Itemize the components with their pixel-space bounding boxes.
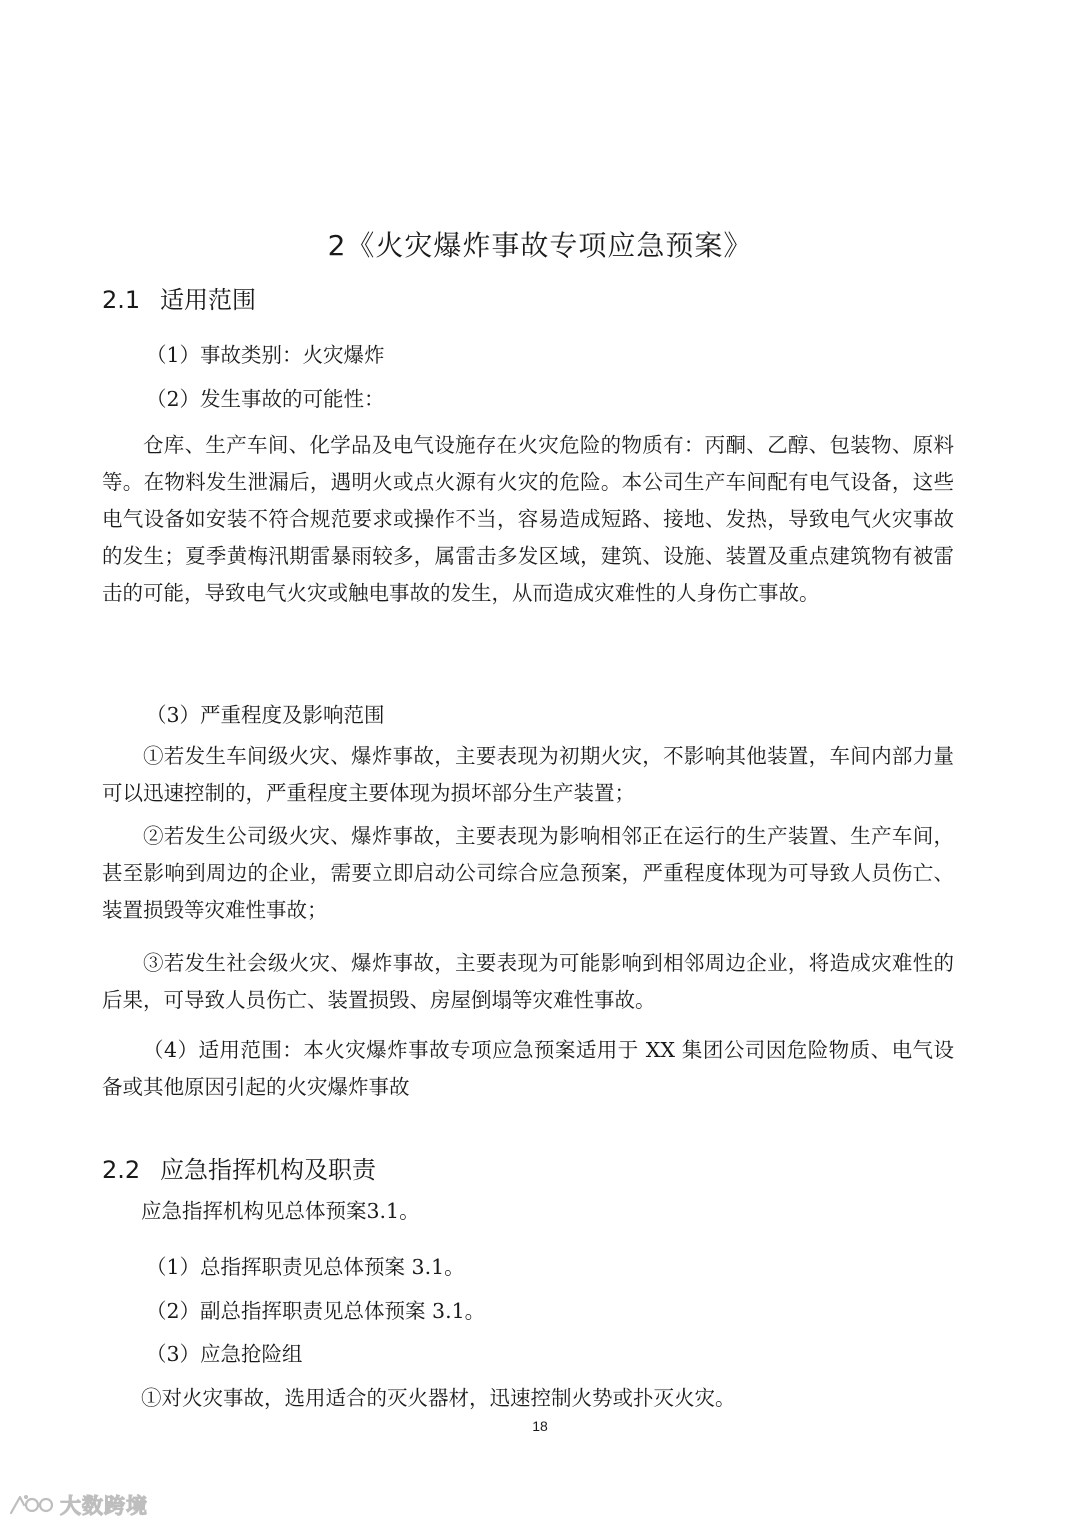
paragraph: ③若发生社会级火灾、爆炸事故，主要表现为可能影响到相邻周边企业，将造成灾难性的后果，可导致人员伤亡、装置损毁、房屋倒塌等灾难性事故。	[102, 951, 954, 1012]
section-title: 适用范围	[160, 286, 256, 314]
paragraph: 仓库、生产车间、化学品及电气设施存在火灾危险的物质有：丙酮、乙醇、包装物、原料等。在物料发生泄漏后，遇明火或点火源有火灾的危险。本公司生产车间配有电气设备，这些电气设备如安装不符合规范要求或操作不当，容易造成短路、接地、发热，导致电气火灾事故的发生；夏季黄梅汛期雷暴雨较多，属雷击多发区域，建筑、设施、装置及重点建筑物有被雷击的可能，导致电气火灾或触电事故的发生，从而造成灾难性的人身伤亡事故。	[102, 433, 954, 605]
paragraph: （1）事故类别：火灾爆炸	[146, 343, 385, 367]
paragraph: ①对火灾事故，选用适合的灭火器材，迅速控制火势或扑灭火灾。	[141, 1386, 736, 1410]
section-heading-2-1	[102, 280, 256, 315]
section-heading-2-2	[102, 1150, 376, 1185]
paragraph: （2）副总指挥职责见总体预案 3.1。	[146, 1299, 486, 1323]
watermark-text: 大数跨境	[60, 1494, 148, 1518]
logo-icon	[8, 1491, 56, 1519]
paragraph: （4）适用范围：本火灾爆炸事故专项应急预案适用于 XX 集团公司因危险物质、电气设备或其他原因引起的火灾爆炸事故	[102, 1038, 954, 1099]
page-number: 18	[532, 1418, 548, 1434]
paragraph: （3）应急抢险组	[146, 1342, 303, 1366]
paragraph: ②若发生公司级火灾、爆炸事故，主要表现为影响相邻正在运行的生产装置、生产车间，甚至影响到周边的企业，需要立即启动公司综合应急预案，严重程度体现为可导致人员伤亡、装置损毁等灾难性事故；	[102, 824, 954, 922]
paragraph: （3）严重程度及影响范围	[146, 703, 385, 727]
document-title: 2《火灾爆炸事故专项应急预案》	[327, 229, 753, 262]
paragraph: （2）发生事故的可能性：	[146, 387, 385, 411]
paragraph: （1）总指挥职责见总体预案 3.1。	[146, 1255, 465, 1279]
section-number: 2.1	[102, 286, 141, 314]
paragraph: ①若发生车间级火灾、爆炸事故，主要表现为初期火灾，不影响其他装置，车间内部力量可以迅速控制的，严重程度主要体现为损坏部分生产装置；	[102, 744, 954, 805]
section-title: 应急指挥机构及职责	[160, 1156, 376, 1184]
watermark	[8, 1490, 148, 1520]
section-number: 2.2	[102, 1156, 141, 1184]
paragraph: 应急指挥机构见总体预案3.1。	[141, 1199, 420, 1223]
